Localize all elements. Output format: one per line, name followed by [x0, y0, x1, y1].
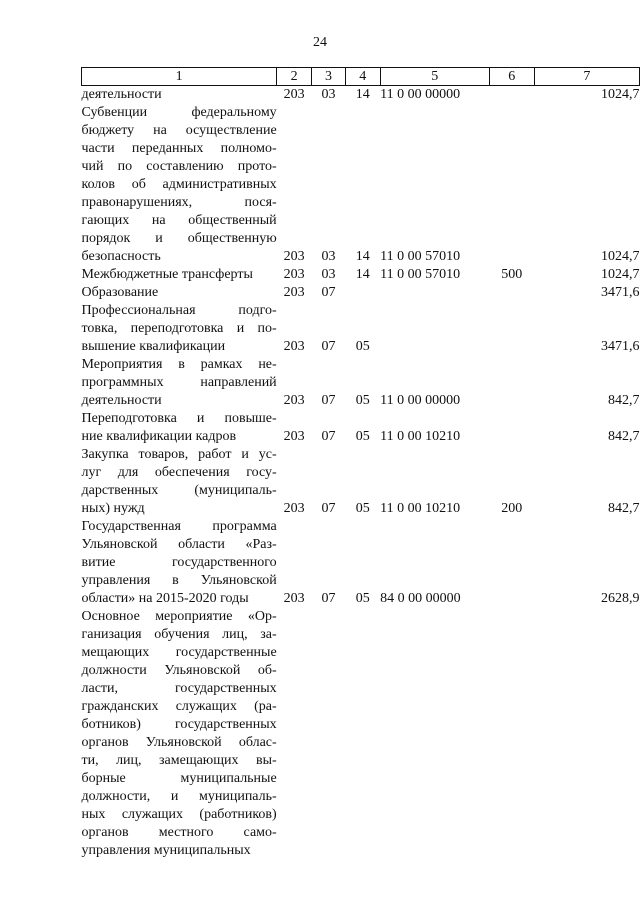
chapter-code: 07: [321, 591, 336, 606]
column-header-3: 3: [312, 68, 346, 86]
row-name-line: мещающих государственные: [81, 645, 277, 660]
table-row: [82, 446, 640, 518]
row-name-line: витие государственного: [81, 555, 277, 570]
amount: 3471,6: [601, 285, 640, 300]
row-name-line: ных) нужд: [81, 501, 145, 516]
table-row: [82, 518, 640, 608]
target-article-code: 11 0 00 00000: [380, 393, 461, 408]
section-code: 203: [283, 393, 305, 408]
row-name-line: Мероприятия в рамках не-: [81, 357, 277, 372]
chapter-code: 07: [321, 393, 336, 408]
row-name-line: товка, переподготовка и по-: [81, 321, 277, 336]
row-name-line: Профессиональная подго-: [81, 303, 277, 318]
expense-type-code: 500: [501, 267, 523, 282]
row-name-line: должности Ульяновской об-: [81, 663, 277, 678]
column-header-6: 6: [489, 68, 534, 86]
target-article-code: 11 0 00 57010: [380, 249, 461, 264]
row-name-line: борные муниципальные: [81, 771, 277, 786]
row-name-line: Образование: [81, 285, 159, 300]
amount: 842,7: [608, 393, 640, 408]
expense-type-code: [489, 86, 534, 105]
target-article-code: [380, 284, 489, 302]
chapter-code: 03: [321, 87, 336, 102]
target-article-code: 11 0 00 00000: [380, 87, 461, 102]
row-name: [82, 410, 277, 446]
row-name: [82, 86, 277, 105]
column-header-5: 5: [380, 68, 489, 86]
row-name-line: Ульяновской области «Раз-: [81, 537, 277, 552]
row-name-line: гражданских служащих (ра-: [81, 699, 277, 714]
expense-type-code: 200: [501, 501, 523, 516]
row-name: [82, 446, 277, 518]
expense-type-code: [489, 284, 534, 302]
chapter-code: 03: [321, 267, 336, 282]
column-header-7: 7: [534, 68, 639, 86]
target-article-code: [380, 608, 489, 860]
expense-type-code: [489, 608, 534, 860]
row-name: [82, 302, 277, 356]
chapter-code: 07: [321, 339, 336, 354]
amount: 1024,7: [601, 87, 640, 102]
section-code: 203: [283, 267, 305, 282]
page-number: 24: [313, 35, 327, 50]
section-code: 203: [283, 339, 305, 354]
chapter-code: 07: [321, 501, 336, 516]
row-name-line: дарственных (муниципаль-: [81, 483, 277, 498]
target-article-code: 11 0 00 10210: [380, 501, 461, 516]
table-row: [82, 104, 640, 266]
row-name-line: ных служащих (работников): [81, 807, 277, 822]
row-name-line: Субвенции федеральному: [81, 105, 277, 120]
row-name: [82, 104, 277, 266]
target-article-code: 11 0 00 57010: [380, 267, 461, 282]
column-header-4: 4: [345, 68, 380, 86]
row-name-line: ние квалификации кадров: [81, 429, 237, 444]
table-row: [82, 284, 640, 302]
row-name-line: гающих на общественный: [81, 213, 277, 228]
row-name-line: части переданных полномо-: [81, 141, 277, 156]
table-row: [82, 356, 640, 410]
row-name-line: правонарушениях, пося-: [81, 195, 277, 210]
subchapter-code: 14: [355, 87, 370, 102]
row-name: [82, 608, 277, 860]
column-header-1: 1: [82, 68, 277, 86]
expense-type-code: [489, 518, 534, 608]
row-name-line: Переподготовка и повыше-: [81, 411, 277, 426]
chapter-code: 07: [321, 429, 336, 444]
row-name-line: управления муниципальных: [81, 843, 251, 858]
target-article-code: [380, 302, 489, 356]
table-row: [82, 608, 640, 860]
row-name: [82, 284, 277, 302]
section-code: 203: [283, 249, 305, 264]
amount: 842,7: [608, 429, 640, 444]
section-code: [277, 608, 312, 860]
row-name-line: чий по составлению прото-: [81, 159, 277, 174]
row-name-line: должности, и муниципаль-: [81, 789, 277, 804]
amount: 842,7: [608, 501, 640, 516]
row-name-line: бюджету на осуществление: [81, 123, 277, 138]
row-name-line: Межбюджетные трансферты: [81, 267, 253, 282]
subchapter-code: 05: [355, 591, 370, 606]
row-name-line: Закупка товаров, работ и ус-: [81, 447, 277, 462]
table-body: [82, 86, 640, 861]
table-row: [82, 266, 640, 284]
row-name-line: управления в Ульяновской: [81, 573, 277, 588]
row-name-line: вышение квалификации: [81, 339, 226, 354]
row-name-line: ганизация обучения лиц, за-: [81, 627, 277, 642]
row-name-line: порядок и общественную: [81, 231, 277, 246]
chapter-code: 03: [321, 249, 336, 264]
row-name-line: колов об административных: [81, 177, 277, 192]
subchapter-code: [345, 284, 380, 302]
chapter-code: 07: [321, 285, 336, 300]
subchapter-code: 14: [355, 267, 370, 282]
section-code: 203: [283, 429, 305, 444]
table-row: [82, 410, 640, 446]
row-name-line: области» на 2015-2020 годы: [81, 591, 249, 606]
section-code: 203: [283, 87, 305, 102]
target-article-code: 11 0 00 10210: [380, 429, 461, 444]
chapter-code: [312, 608, 346, 860]
amount: [534, 608, 639, 860]
row-name-line: ласти, государственных: [81, 681, 277, 696]
budget-table: [81, 67, 640, 860]
row-name: [82, 518, 277, 608]
subchapter-code: 14: [355, 249, 370, 264]
row-name-line: деятельности: [81, 87, 162, 102]
row-name-line: ти, лиц, замещающих вы-: [81, 753, 277, 768]
row-name-line: деятельности: [81, 393, 162, 408]
subchapter-code: 05: [355, 393, 370, 408]
subchapter-code: 05: [355, 429, 370, 444]
section-code: 203: [283, 501, 305, 516]
row-name-line: Государственная программа: [81, 519, 277, 534]
row-name: [82, 356, 277, 410]
amount: 2628,9: [601, 591, 640, 606]
section-code: 203: [283, 591, 305, 606]
row-name-line: органов местного само-: [81, 825, 277, 840]
expense-type-code: [489, 356, 534, 410]
expense-type-code: [489, 410, 534, 446]
subchapter-code: [345, 608, 380, 860]
table-header-row: [82, 68, 640, 86]
section-code: 203: [283, 285, 305, 300]
expense-type-code: [489, 302, 534, 356]
row-name: [82, 266, 277, 284]
row-name-line: Основное мероприятие «Ор-: [81, 609, 277, 624]
row-name-line: ботников) государственных: [81, 717, 277, 732]
row-name-line: безопасность: [81, 249, 161, 264]
row-name-line: программных направлений: [81, 375, 277, 390]
expense-type-code: [489, 104, 534, 266]
row-name-line: органов Ульяновской облас-: [81, 735, 277, 750]
amount: 1024,7: [601, 249, 640, 264]
table-row: [82, 302, 640, 356]
subchapter-code: 05: [355, 501, 370, 516]
target-article-code: 84 0 00 00000: [380, 591, 461, 606]
column-header-2: 2: [277, 68, 312, 86]
amount: 3471,6: [601, 339, 640, 354]
amount: 1024,7: [601, 267, 640, 282]
row-name-line: луг для обеспечения госу-: [81, 465, 277, 480]
subchapter-code: 05: [355, 339, 370, 354]
table-row: [82, 86, 640, 105]
